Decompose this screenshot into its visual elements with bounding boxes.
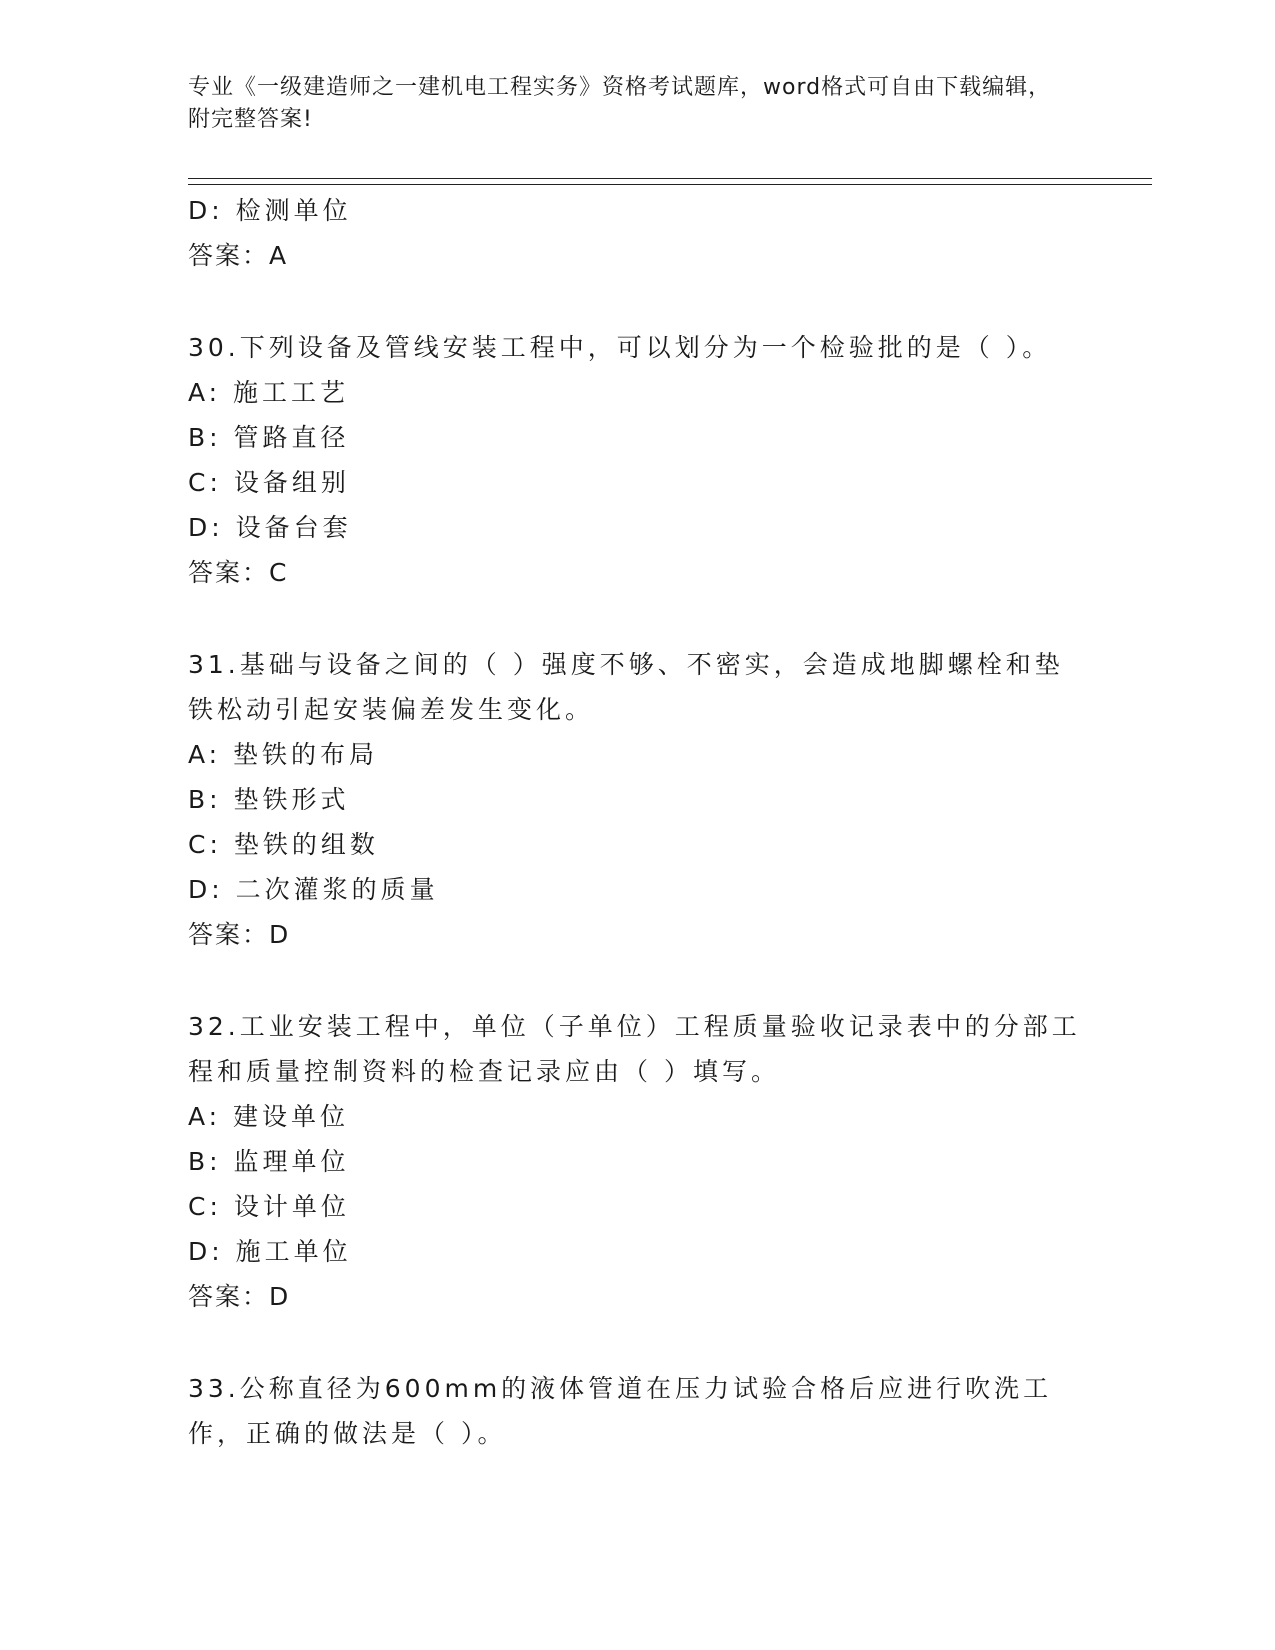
answer: 答案：D (188, 920, 291, 949)
option-c: C: 设计单位 (188, 1192, 350, 1221)
header-divider-top (188, 178, 1152, 179)
option-b: B: 垫铁形式 (188, 785, 350, 814)
document-header: 专业《一级建造师之一建机电工程实务》资格考试题库，word格式可自由下载编辑，附完整答案! (188, 75, 1052, 132)
option-d: D: 施工单位 (188, 1237, 352, 1266)
option-b: B: 监理单位 (188, 1147, 350, 1176)
option-d: D: 二次灌浆的质量 (188, 875, 439, 904)
answer: 答案：C (188, 558, 289, 587)
question-stem: 31.基础与设备之间的（ ）强度不够、不密实，会造成地脚螺栓和垫铁松动引起安装偏差发生变化。 (188, 650, 1064, 724)
question-31 (188, 642, 1088, 957)
option-c: C: 设备组别 (188, 468, 350, 497)
option-d: D: 设备台套 (188, 513, 352, 542)
option-a: A: 施工工艺 (188, 378, 350, 407)
question-32 (188, 1004, 1088, 1319)
option-b: B: 管路直径 (188, 423, 350, 452)
question-30 (188, 325, 1088, 595)
option-c: C: 垫铁的组数 (188, 830, 379, 859)
question-stem: 30.下列设备及管线安装工程中，可以划分为一个检验批的是（ ）。 (188, 333, 1052, 362)
option-a: A: 建设单位 (188, 1102, 350, 1131)
question-33 (188, 1366, 1088, 1456)
answer: 答案：D (188, 1282, 291, 1311)
option-d: D: 检测单位 (188, 196, 352, 225)
option-a: A: 垫铁的布局 (188, 740, 379, 769)
answer: 答案：A (188, 241, 289, 270)
question-stem: 33.公称直径为600mm的液体管道在压力试验合格后应进行吹洗工作，正确的做法是（ ）。 (188, 1374, 1053, 1448)
question-stem: 32.工业安装工程中，单位（子单位）工程质量验收记录表中的分部工程和质量控制资料的检查记录应由（ ）填写。 (188, 1012, 1081, 1086)
question-list (188, 188, 1088, 1456)
header-divider-bottom (188, 184, 1152, 185)
